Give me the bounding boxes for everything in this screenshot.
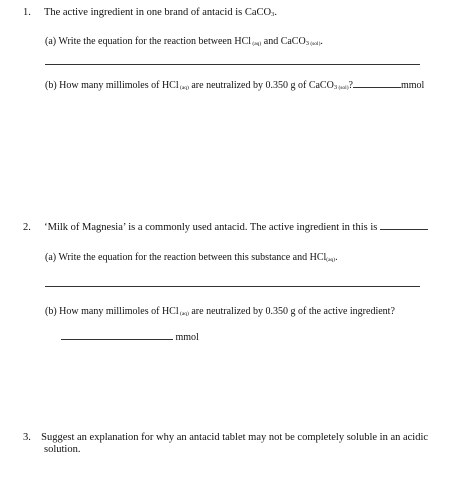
question-number: 2. xyxy=(23,222,31,233)
part-text-2: . xyxy=(335,252,338,263)
part-text-2: are neutralized by 0.350 g of CaCO xyxy=(188,80,334,91)
question-text: The active ingredient in one brand of antacid is CaCO xyxy=(43,7,272,18)
part-text-3: ? xyxy=(348,80,353,91)
question-2 xyxy=(23,222,428,233)
question-text: Suggest an explanation for why an antacid tablet may not be completely soluble in an acidic xyxy=(41,432,429,443)
part-text: Write the equation for the reaction between this substance and HCl xyxy=(58,252,327,263)
part-text-2: are neutralized by 0.350 g of the active ingredient? xyxy=(188,306,395,317)
subscript: 3 xyxy=(333,84,338,91)
part-label: (b) xyxy=(45,306,57,317)
part-text: Write the equation for the reaction between HCl xyxy=(58,36,252,47)
part-label: (a) xyxy=(45,252,57,263)
question-1a xyxy=(45,36,323,47)
question-text-continued: solution. xyxy=(44,444,81,455)
part-text-2: and CaCO xyxy=(261,36,306,47)
question-3 xyxy=(23,432,428,443)
part-text-3: . xyxy=(320,36,323,47)
subscript-aq: (aq) xyxy=(251,41,262,47)
question-2b-answer xyxy=(61,332,199,343)
question-2b xyxy=(45,306,395,317)
question-number: 1. xyxy=(23,7,31,18)
part-label: (b) xyxy=(45,80,57,91)
question-text-end: . xyxy=(274,7,277,18)
answer-blank[interactable] xyxy=(61,338,173,340)
question-text: ‘Milk of Magnesia’ is a commonly used antacid. The active ingredient in this is xyxy=(44,222,378,233)
subscript-aq: (aq) xyxy=(326,257,336,263)
subscript-aq: (aq) xyxy=(178,85,189,91)
subscript-sol: (sol) xyxy=(337,85,349,91)
question-1 xyxy=(23,7,277,18)
part-text: How many millimoles of HCl xyxy=(59,306,179,317)
question-3-line2 xyxy=(44,444,80,455)
subscript: 3 xyxy=(305,40,309,47)
unit-label: mmol xyxy=(175,332,199,343)
subscript: 3 xyxy=(271,11,275,18)
part-text: How many millimoles of HCl xyxy=(59,80,179,91)
answer-blank[interactable] xyxy=(380,228,428,230)
answer-line[interactable] xyxy=(45,286,420,287)
subscript-sol: (sol) xyxy=(308,41,321,47)
question-2a xyxy=(45,252,338,263)
subscript-aq: (aq) xyxy=(178,311,189,317)
question-number: 3. xyxy=(23,432,31,443)
answer-line[interactable] xyxy=(45,64,420,65)
question-1b xyxy=(45,80,424,91)
part-label: (a) xyxy=(45,36,57,47)
answer-blank[interactable] xyxy=(353,86,401,88)
unit-label: mmol xyxy=(401,80,425,91)
